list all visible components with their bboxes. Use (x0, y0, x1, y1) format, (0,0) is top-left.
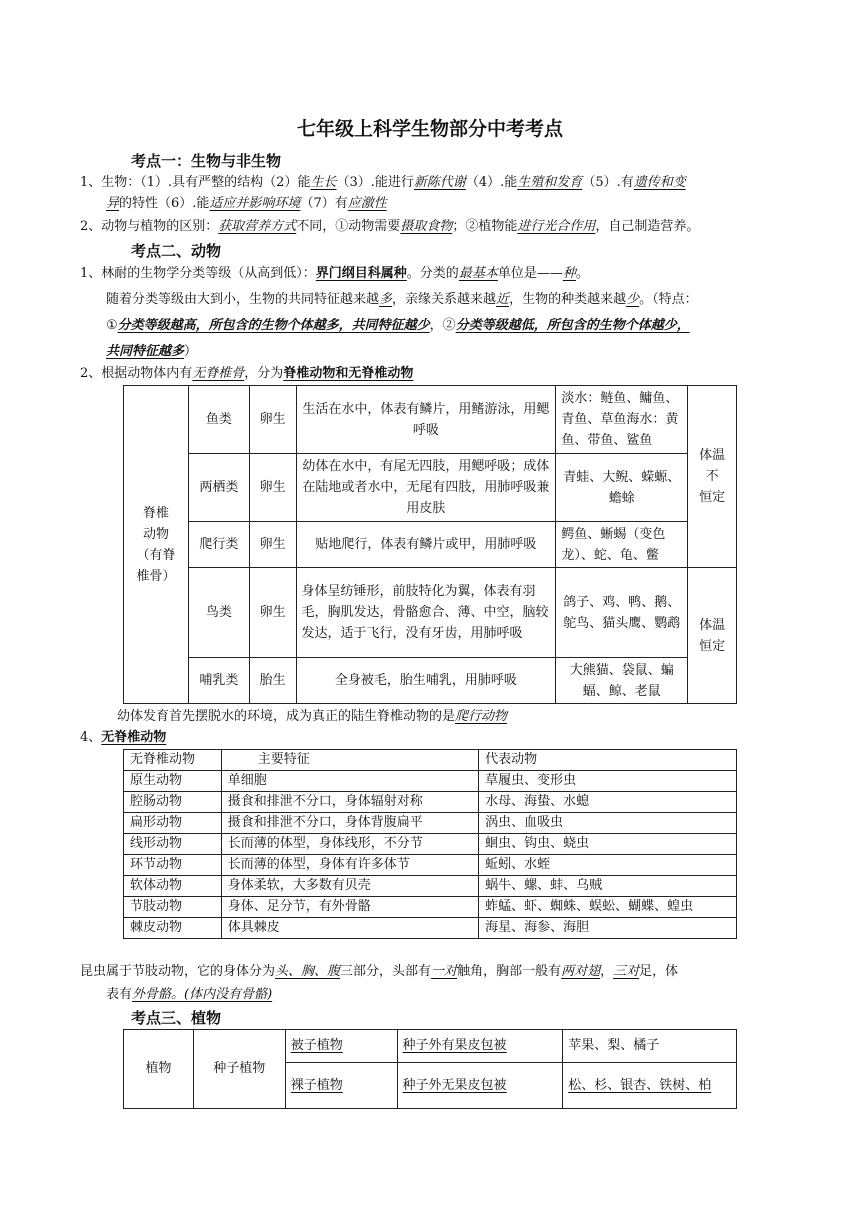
examples-cell: 鳄鱼、蜥蜴（变色龙）、蛇、龟、鳖 (556, 522, 688, 568)
column-header: 无脊椎动物 (124, 750, 222, 771)
paragraph-insect-cont (106, 985, 272, 1005)
underlined-term: 界门纲目科属种 (315, 266, 407, 281)
table-row (124, 792, 737, 813)
table-cell: 蜗牛、螺、蚌、乌贼 (479, 876, 737, 897)
text: 昆虫属于节肢动物，它的身体分为 (80, 964, 276, 979)
table-cell: 长而薄的体型，身体线形，不分节 (221, 834, 478, 855)
text: ） (184, 344, 198, 359)
section-heading-3: 考点三、植物 (131, 1009, 222, 1027)
plant-type-cell: 被子植物 (285, 1030, 397, 1063)
table-row (124, 876, 737, 897)
text: ，分为 (244, 366, 284, 381)
underlined-term: 种 (562, 266, 576, 281)
table-cell: 摄食和排泄不分口，身体辐射对称 (221, 792, 478, 813)
class-name-cell: 哺乳类 (188, 658, 249, 704)
underlined-term: 遗传和变 (633, 175, 686, 190)
section-heading-1: 考点一：生物与非生物 (131, 152, 282, 170)
underlined-term: 应激性 (347, 196, 387, 211)
paragraph-animal-plant-difference (80, 217, 699, 237)
reproduction-cell: 卵生 (249, 386, 296, 454)
class-name-cell: 鸟类 (188, 568, 249, 658)
underlined-term: 头、胸、腹 (275, 964, 341, 979)
table-cell: 环节动物 (124, 855, 222, 876)
underlined-term: 无脊椎骨 (192, 366, 245, 381)
text: ① (106, 318, 118, 333)
table-cell: 涡虫、血吸虫 (479, 813, 737, 834)
table-row (124, 454, 737, 522)
table-row (124, 918, 737, 939)
paragraph-classification-4 (106, 342, 197, 362)
underlined-term: 共同特征越多 (106, 344, 185, 359)
reproduction-cell: 卵生 (249, 454, 296, 522)
underlined-term: 无脊椎动物 (101, 730, 167, 745)
table-cell: 蚱蜢、虾、蜘蛛、蜈蚣、蝴蝶、蝗虫 (479, 897, 737, 918)
feature-cell: 幼体在水中，有尾无四肢，用鳃呼吸；成体在陆地或者水中，无尾有四肢，用肺呼吸兼用皮肤 (296, 454, 556, 522)
text: 不同，①动物需要 (296, 219, 401, 234)
table-cell: 草履虫、变形虫 (479, 771, 737, 792)
feature-cell: 生活在水中，体表有鳞片，用鳍游泳，用鳃呼吸 (296, 386, 556, 454)
underlined-term: 外骨骼。(体内没有骨骼) (132, 987, 273, 1002)
reproduction-cell: 卵生 (249, 568, 296, 658)
text: 1、生物：（1）.具有严整的结构（2）能 (80, 175, 311, 190)
class-name-cell: 鱼类 (188, 386, 249, 454)
table-row (124, 855, 737, 876)
paragraph-insect (80, 962, 678, 982)
underlined-term: 近 (496, 292, 510, 307)
text: 足，体 (639, 964, 679, 979)
underlined-term: 新陈代谢 (413, 175, 466, 190)
text: （7）有 (300, 196, 348, 211)
column-header: 主要特征 (221, 750, 478, 771)
feature-cell: 身体呈纺锤形，前肢特化为翼，体表有羽毛，胸肌发达，骨骼愈合、薄、中空，脑较发达，适于飞行，没有牙齿，用肺呼吸 (296, 568, 556, 658)
underlined-term: 多 (379, 292, 393, 307)
table-row (124, 834, 737, 855)
class-name-cell: 爬行类 (188, 522, 249, 568)
table-header-row (124, 750, 737, 771)
table-cell: 身体柔软，大多数有贝壳 (221, 876, 478, 897)
plant-table (123, 1029, 737, 1109)
table-row (124, 813, 737, 834)
table-row (124, 897, 737, 918)
text: 的特性（6）.能 (119, 196, 210, 211)
text: 单位是—— (497, 266, 563, 281)
underlined-term: 一对 (431, 964, 458, 979)
table-cell: 水母、海蛰、水螅 (479, 792, 737, 813)
plant-examples-cell: 松、杉、银杏、铁树、柏 (563, 1063, 737, 1109)
table-cell: 身体、足分节，有外骨骼 (221, 897, 478, 918)
table-cell: 蛔虫、钩虫、蛲虫 (479, 834, 737, 855)
text: 2、根据动物体内有 (80, 366, 193, 381)
feature-cell: 全身被毛，胎生哺乳，用肺呼吸 (296, 658, 556, 704)
column-header: 代表动物 (479, 750, 737, 771)
paragraph-vertebrate-split (80, 364, 413, 384)
paragraph-classification (80, 264, 589, 284)
text: 1、林耐的生物学分类等级（从高到低）： (80, 266, 316, 281)
paragraph-reptile-note (117, 707, 507, 727)
text: ，自己制造营养。 (595, 219, 700, 234)
text: ， (600, 964, 614, 979)
table-row (124, 771, 737, 792)
table-row (124, 658, 737, 704)
vertebrate-table (123, 385, 737, 704)
table-row (124, 386, 737, 454)
text: ，② (429, 318, 456, 333)
underlined-term: 爬行动物 (455, 709, 508, 724)
text: 幼体发育首先摆脱水的环境，成为真正的陆生脊椎动物的是 (117, 709, 456, 724)
paragraph-living-things-cont (106, 194, 387, 214)
paragraph-invertebrate-heading (80, 728, 166, 748)
examples-cell: 大熊猫、袋鼠、蝙蝠、鲸、老鼠 (556, 658, 688, 704)
class-name-cell: 两栖类 (188, 454, 249, 522)
underlined-term: 获取营养方式 (218, 219, 297, 234)
paragraph-classification-2 (106, 290, 698, 310)
table-row (124, 522, 737, 568)
underlined-term: 少 (626, 292, 640, 307)
section-heading-2: 考点二、动物 (131, 242, 222, 260)
text: 随着分类等级由大到小，生物的共同特征越来越 (106, 292, 380, 307)
text: （4）.能 (465, 175, 518, 190)
text: 。（特点： (639, 292, 698, 307)
underlined-term: 异 (106, 196, 120, 211)
table-cell: 海星、海参、海胆 (479, 918, 737, 939)
text: ，亲缘关系越来越 (392, 292, 497, 307)
underlined-term: 摄取食物 (400, 219, 453, 234)
text: 4、 (80, 730, 102, 745)
plant-type-cell: 裸子植物 (285, 1063, 397, 1109)
table-cell: 软体动物 (124, 876, 222, 897)
plant-feature-cell: 种子外有果皮包被 (397, 1030, 563, 1063)
table-row (124, 1030, 737, 1063)
table-cell: 长而薄的体型，身体有许多体节 (221, 855, 478, 876)
table-cell: 体具棘皮 (221, 918, 478, 939)
underlined-term: 两对翅 (561, 964, 601, 979)
vertebrate-group-cell: 脊椎 动物 （有脊 椎骨） (124, 386, 189, 704)
table-cell: 蚯蚓、水蛭 (479, 855, 737, 876)
feature-cell: 贴地爬行，体表有鳞片或甲，用肺呼吸 (296, 522, 556, 568)
underlined-term: 分类等级越高，所包含的生物个体越多，共同特征越少 (117, 318, 430, 333)
examples-cell: 淡水：鲢鱼、鳙鱼、青鱼、草鱼海水：黄鱼、带鱼、鲨鱼 (556, 386, 688, 454)
page-title: 七年级上科学生物部分中考考点 (296, 118, 563, 140)
text: 三部分，头部有 (340, 964, 432, 979)
temperature-cold-cell: 体温 不 恒定 (688, 386, 737, 568)
table-cell: 摄食和排泄不分口，身体背腹扁平 (221, 813, 478, 834)
underlined-term: 三对 (613, 964, 640, 979)
text: 。 (575, 266, 589, 281)
text: 触角，胸部一般有 (457, 964, 562, 979)
underlined-term: 脊椎动物和无脊椎动物 (283, 366, 414, 381)
reproduction-cell: 卵生 (249, 522, 296, 568)
paragraph-living-things (80, 173, 686, 193)
text: （3）.能进行 (336, 175, 414, 190)
table-cell: 棘皮动物 (124, 918, 222, 939)
text: ；②植物能 (452, 219, 518, 234)
text: 。分类的 (406, 266, 459, 281)
table-cell: 线形动物 (124, 834, 222, 855)
table-cell: 原生动物 (124, 771, 222, 792)
text: 表有 (106, 987, 133, 1002)
plant-cell: 植物 (124, 1030, 194, 1109)
text: 2、动物与植物的区别： (80, 219, 219, 234)
plant-feature-cell: 种子外无果皮包被 (397, 1063, 563, 1109)
underlined-term: 进行光合作用 (517, 219, 596, 234)
seed-plant-cell: 种子植物 (193, 1030, 285, 1109)
invertebrate-table (123, 749, 737, 939)
temperature-warm-cell: 体温 恒定 (688, 568, 737, 704)
underlined-term: 适应并影响环境 (209, 196, 301, 211)
examples-cell: 青蛙、大鲵、蝾螈、蟾蜍 (556, 454, 688, 522)
table-row (124, 568, 737, 658)
paragraph-classification-3 (106, 316, 690, 336)
plant-examples-cell: 苹果、梨、橘子 (563, 1030, 737, 1063)
text: （5）.有 (582, 175, 634, 190)
underlined-term: 生长 (310, 175, 337, 190)
text: ，生物的种类越来越 (509, 292, 627, 307)
underlined-term: 分类等级越低，所包含的生物个体越少， (455, 318, 690, 333)
examples-cell: 鸽子、鸡、鸭、鹅、鸵鸟、猫头鹰、鹦鹉 (556, 568, 688, 658)
underlined-term: 最基本 (458, 266, 498, 281)
reproduction-cell: 胎生 (249, 658, 296, 704)
table-cell: 单细胞 (221, 771, 478, 792)
table-cell: 扁形动物 (124, 813, 222, 834)
underlined-term: 生殖和发育 (517, 175, 583, 190)
table-cell: 节肢动物 (124, 897, 222, 918)
table-cell: 腔肠动物 (124, 792, 222, 813)
